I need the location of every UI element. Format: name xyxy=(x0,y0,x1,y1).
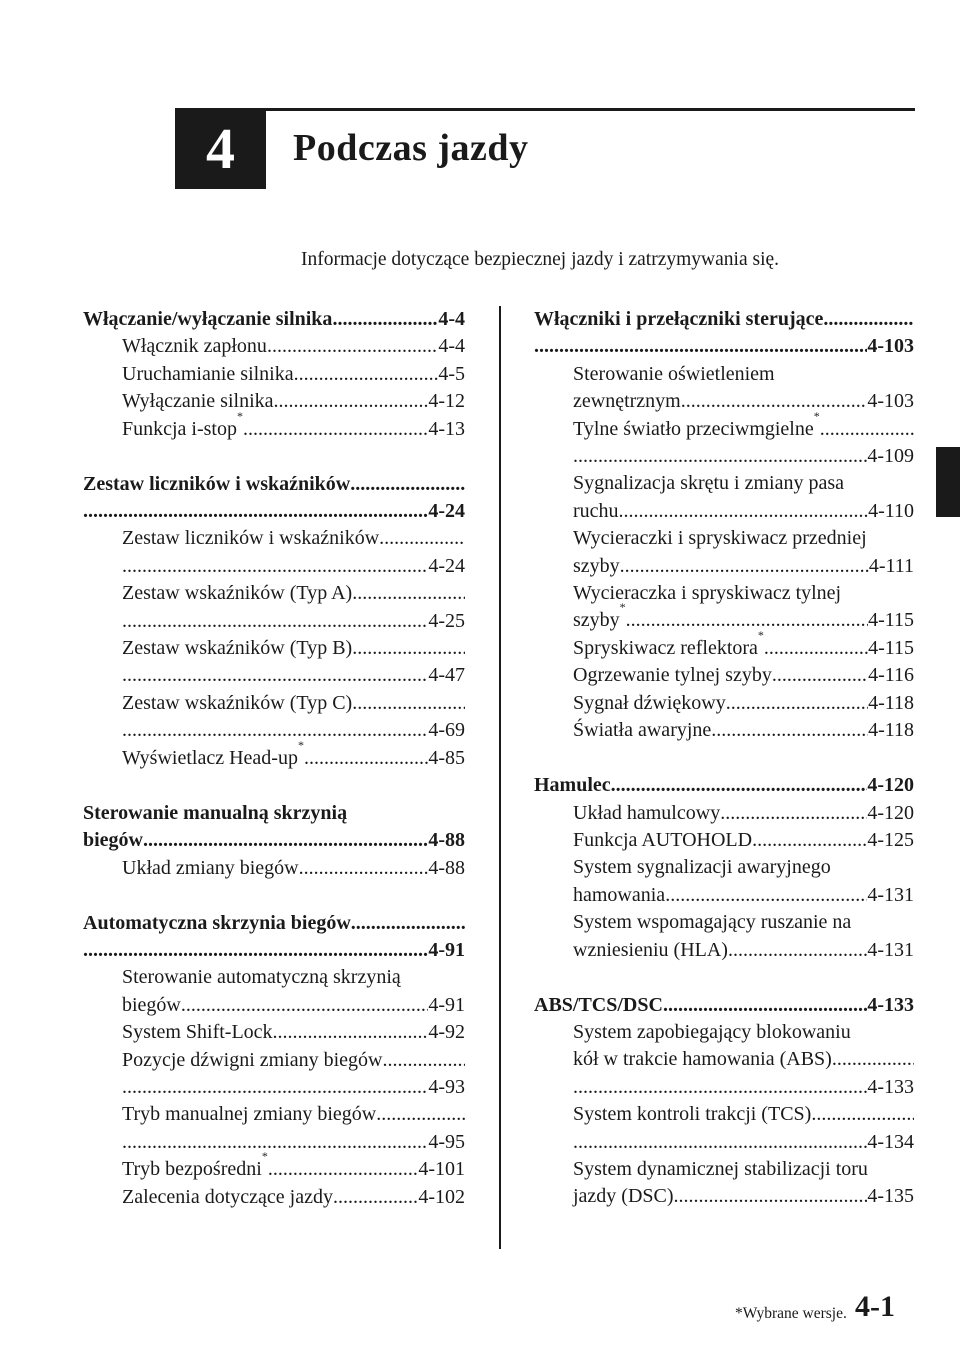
footnote-star: * xyxy=(619,600,626,615)
page-ref: 4-5 xyxy=(438,362,465,385)
page-ref: 4-88 xyxy=(428,829,465,852)
leader-dots xyxy=(267,333,438,360)
heading-text: Włączniki i przełączniki sterujące xyxy=(534,308,824,330)
leader-dots xyxy=(273,1019,429,1046)
toc-entry-row xyxy=(122,580,465,607)
leader-dots xyxy=(274,388,429,415)
heading-text: Włączanie/wyłączanie silnika xyxy=(83,308,333,330)
entry-text-line: System zapobiegający blokowaniu xyxy=(573,1020,851,1043)
toc-entry[interactable] xyxy=(83,690,465,745)
leader-dots xyxy=(711,717,868,744)
entry-text: Ogrzewanie tylnej szyby xyxy=(573,664,772,687)
toc-entry[interactable] xyxy=(534,800,914,827)
leader-dots xyxy=(143,827,428,854)
toc-left-column xyxy=(83,306,465,1239)
entry-text: Funkcja i-stop xyxy=(122,417,237,440)
toc-entry[interactable] xyxy=(534,361,914,416)
toc-entry-row xyxy=(573,1101,914,1128)
leader-dots xyxy=(299,855,429,882)
heading-text: Zestaw liczników i wskaźników xyxy=(83,472,351,495)
leader-dots xyxy=(823,306,914,333)
entry-text: Tryb manualnej zmiany biegów xyxy=(122,1103,377,1126)
page-ref: 4-135 xyxy=(867,1185,914,1208)
toc-entry[interactable] xyxy=(534,525,914,580)
leader-dots xyxy=(268,1156,419,1183)
entry-text: Uruchamianie silnika xyxy=(122,362,294,385)
page-ref: 4-110 xyxy=(868,499,914,522)
leader-dots xyxy=(376,1101,465,1128)
entry-text: Wyświetlacz Head-up xyxy=(122,746,298,769)
entry-text: System kontroli trakcji (TCS) xyxy=(573,1103,812,1126)
toc-section xyxy=(83,306,465,443)
toc-entry[interactable] xyxy=(83,635,465,690)
entry-text: ruchu xyxy=(573,499,619,522)
toc-entry[interactable] xyxy=(534,470,914,525)
entry-text-line: Sterowanie automatyczną skrzynią xyxy=(122,966,401,989)
toc-entry-row xyxy=(122,1101,465,1128)
entry-text: Spryskiwacz reflektora xyxy=(573,636,758,659)
toc-entry[interactable] xyxy=(83,580,465,635)
toc-entry[interactable] xyxy=(534,662,914,689)
toc-entry-page-row xyxy=(122,1074,465,1101)
leader-dots xyxy=(379,525,465,552)
toc-entry-row xyxy=(573,827,914,854)
toc-section xyxy=(534,772,914,964)
toc-entry[interactable] xyxy=(83,1019,465,1046)
toc-entry-row xyxy=(573,627,914,662)
toc-entry-row xyxy=(573,690,914,717)
toc-entry-row xyxy=(573,408,914,443)
entry-text: hamowania xyxy=(573,883,666,906)
leader-dots xyxy=(663,992,867,1019)
entry-text: zewnętrznym xyxy=(573,390,681,413)
leader-dots xyxy=(333,1184,418,1211)
toc-entry-row xyxy=(122,1184,465,1211)
entry-text-line: System wspomagający ruszanie na xyxy=(573,911,852,934)
toc-entry-row xyxy=(122,855,465,882)
page-ref: 4-12 xyxy=(428,390,465,413)
leader-dots xyxy=(726,690,868,717)
entry-text: Wyłączanie silnika xyxy=(122,390,274,413)
toc-entry-page-row xyxy=(122,608,465,635)
page-ref: 4-111 xyxy=(868,554,914,577)
section-heading-page xyxy=(534,333,914,360)
toc-entry[interactable] xyxy=(83,333,465,360)
heading-text: ABS/TCS/DSC xyxy=(534,993,663,1016)
page-ref: 4-131 xyxy=(867,883,914,906)
page-ref: 4-88 xyxy=(428,856,465,879)
entry-text: Zestaw wskaźników (Typ C) xyxy=(122,691,353,714)
section-heading[interactable] xyxy=(534,992,914,1019)
leader-dots xyxy=(764,635,868,662)
toc-entry[interactable] xyxy=(83,964,465,1019)
toc-entry[interactable] xyxy=(534,1101,914,1156)
toc-section xyxy=(534,992,914,1211)
toc-entry-row xyxy=(122,635,465,662)
chapter-side-tab xyxy=(936,447,960,517)
page-ref: 4-91 xyxy=(428,938,465,961)
toc-entry-row xyxy=(122,737,465,772)
leader-dots xyxy=(573,443,867,470)
leader-dots xyxy=(352,690,465,717)
toc-entry[interactable] xyxy=(83,361,465,388)
toc-entry-row xyxy=(122,361,465,388)
leader-dots xyxy=(665,882,867,909)
toc-entry[interactable] xyxy=(534,627,914,662)
toc-entry[interactable] xyxy=(534,690,914,717)
toc-entry[interactable] xyxy=(83,388,465,415)
entry-text: Układ zmiany biegów xyxy=(122,856,299,879)
page-ref: 4-102 xyxy=(418,1185,465,1208)
toc-section xyxy=(83,471,465,772)
page-ref: 4-95 xyxy=(428,1130,465,1153)
toc-entry-row xyxy=(573,937,914,964)
toc-entry-row xyxy=(122,1047,465,1074)
toc-entry[interactable] xyxy=(83,1101,465,1156)
entry-text: Tryb bezpośredni xyxy=(122,1158,262,1181)
toc-entry-page-row xyxy=(122,717,465,744)
toc-entry-row xyxy=(573,600,914,634)
toc-entry[interactable] xyxy=(83,1149,465,1183)
heading-text: biegów xyxy=(83,829,143,852)
leader-dots xyxy=(181,992,428,1019)
toc-entry[interactable] xyxy=(534,827,914,854)
footer-note: *Wybrane wersje. xyxy=(735,1305,847,1322)
toc-entry[interactable] xyxy=(83,855,465,882)
leader-dots xyxy=(332,306,438,333)
entry-text-line: Wycieraczka i spryskiwacz tylnej xyxy=(573,582,842,605)
entry-text: Światła awaryjne xyxy=(573,719,712,742)
toc-entry-row xyxy=(122,388,465,415)
toc-entry-row xyxy=(573,882,914,909)
footnote-star: * xyxy=(813,408,820,423)
footnote-star: * xyxy=(261,1149,268,1164)
page-ref: 4-69 xyxy=(428,719,465,742)
page-ref: 4-125 xyxy=(867,828,914,851)
toc-entry[interactable] xyxy=(534,909,914,964)
toc-entry-row xyxy=(122,408,465,443)
toc-entry-row xyxy=(573,662,914,689)
entry-text: Funkcja AUTOHOLD xyxy=(573,828,753,851)
leader-dots xyxy=(352,635,465,662)
leader-dots xyxy=(122,1129,428,1156)
page-ref: 4-109 xyxy=(867,445,914,468)
entry-text: Zestaw wskaźników (Typ A) xyxy=(122,582,353,605)
page-ref: 4-120 xyxy=(867,774,914,797)
footnote-star: * xyxy=(237,408,243,423)
toc-entry-page-row xyxy=(122,553,465,580)
toc-entry[interactable] xyxy=(534,580,914,635)
leader-dots xyxy=(294,361,439,388)
leader-dots xyxy=(534,333,867,360)
page-ref: 4-24 xyxy=(428,500,465,523)
entry-text-line: System dynamicznej stabilizacji toru xyxy=(573,1157,868,1180)
page-ref: 4-103 xyxy=(867,335,914,358)
toc-entry[interactable] xyxy=(83,525,465,580)
toc-entry-row xyxy=(122,690,465,717)
leader-dots xyxy=(122,717,428,744)
toc-entry-row xyxy=(122,333,465,360)
leader-dots xyxy=(619,498,869,525)
page-ref: 4-134 xyxy=(867,1130,914,1153)
toc-entry-page-row xyxy=(122,662,465,689)
footnote-star: * xyxy=(757,627,764,642)
toc-right-column xyxy=(534,306,914,1238)
section-heading[interactable] xyxy=(534,306,914,333)
section-heading[interactable] xyxy=(83,306,465,333)
section-heading-line: Sterowanie manualną skrzynią xyxy=(83,801,348,824)
toc-entry[interactable] xyxy=(83,1047,465,1102)
toc-entry[interactable] xyxy=(534,717,914,744)
section-heading[interactable] xyxy=(83,471,465,498)
page-ref: 4-133 xyxy=(867,1075,914,1098)
page-ref: 4-131 xyxy=(867,938,914,961)
entry-text: Zestaw liczników i wskaźników xyxy=(122,527,380,550)
toc-entry[interactable] xyxy=(83,408,465,443)
page-ref: 4-85 xyxy=(428,746,465,769)
entry-text-line: Wycieraczki i spryskiwacz przedniej xyxy=(573,527,867,550)
leader-dots xyxy=(681,388,868,415)
section-heading-page xyxy=(83,498,465,525)
toc-entry-row xyxy=(573,498,914,525)
page-ref: 4-24 xyxy=(428,554,465,577)
toc-entry-page-row xyxy=(122,1129,465,1156)
entry-text: kół w trakcie hamowania (ABS) xyxy=(573,1048,832,1071)
footnote-star: * xyxy=(297,737,304,752)
toc-entry-row xyxy=(122,1149,465,1183)
toc-entry-row xyxy=(573,1046,914,1073)
toc-entry[interactable] xyxy=(534,854,914,909)
toc-section xyxy=(534,306,914,745)
toc-section xyxy=(83,800,465,882)
column-divider xyxy=(499,306,501,1249)
entry-text: Zalecenia dotyczące jazdy xyxy=(122,1185,333,1208)
page-ref: 4-92 xyxy=(428,1021,465,1044)
entry-text: szyby xyxy=(573,554,620,577)
toc-entry-row xyxy=(122,992,465,1019)
leader-dots xyxy=(820,416,914,443)
leader-dots xyxy=(383,1047,466,1074)
entry-text: Zestaw wskaźników (Typ B) xyxy=(122,637,353,660)
section-heading-page xyxy=(83,937,465,964)
leader-dots xyxy=(772,662,868,689)
entry-text: Tylne światło przeciwmgielne xyxy=(573,417,814,440)
toc-entry[interactable] xyxy=(534,408,914,471)
page-ref: 4-133 xyxy=(867,993,914,1016)
page-ref: 4-120 xyxy=(867,801,914,824)
entry-text: Włącznik zapłonu xyxy=(122,335,267,358)
leader-dots xyxy=(122,1074,428,1101)
toc-entry-row xyxy=(122,525,465,552)
page-ref: 4-118 xyxy=(868,719,914,742)
toc-entry-page-row xyxy=(573,443,914,470)
toc-entry-row xyxy=(573,1183,914,1210)
entry-text: Sygnał dźwiękowy xyxy=(573,691,726,714)
toc-entry-page-row xyxy=(573,1129,914,1156)
leader-dots xyxy=(122,608,428,635)
leader-dots xyxy=(350,471,465,498)
leader-dots xyxy=(720,800,867,827)
chapter-number-box: 4 xyxy=(175,108,266,189)
page-ref: 4-25 xyxy=(428,609,465,632)
chapter-intro: Informacje dotyczące bezpiecznej jazdy i zatrzymywania się. xyxy=(300,249,780,270)
header-rule xyxy=(175,108,915,111)
leader-dots xyxy=(83,937,428,964)
toc-entry[interactable] xyxy=(83,1184,465,1211)
toc-entry-row xyxy=(122,1019,465,1046)
page-ref: 4-93 xyxy=(428,1075,465,1098)
leader-dots xyxy=(573,1129,867,1156)
entry-text-line: Sygnalizacja skrętu i zmiany pasa xyxy=(573,472,845,495)
page-ref: 4-101 xyxy=(418,1158,465,1181)
toc-entry-row xyxy=(573,717,914,744)
leader-dots xyxy=(352,580,465,607)
page-ref: 4-115 xyxy=(868,609,914,632)
section-heading[interactable] xyxy=(83,910,465,937)
toc-entry-page-row xyxy=(573,1074,914,1101)
leader-dots xyxy=(620,553,869,580)
leader-dots xyxy=(832,1046,914,1073)
leader-dots xyxy=(611,772,868,799)
page-ref: 4-47 xyxy=(428,664,465,687)
leader-dots xyxy=(626,607,868,634)
leader-dots xyxy=(243,416,428,443)
leader-dots xyxy=(811,1101,914,1128)
entry-text: wzniesieniu (HLA) xyxy=(573,938,728,961)
page-number: 4-1 xyxy=(855,1290,895,1323)
entry-text: Pozycje dźwigni zmiany biegów xyxy=(122,1048,383,1071)
leader-dots xyxy=(351,910,465,937)
page-ref: 4-116 xyxy=(868,664,914,687)
page-ref: 4-103 xyxy=(867,390,914,413)
toc-entry-row xyxy=(573,553,914,580)
entry-text: szyby xyxy=(573,609,620,632)
heading-text: Automatyczna skrzynia biegów xyxy=(83,911,351,934)
toc-entry[interactable] xyxy=(83,737,465,772)
chapter-title: Podczas jazdy xyxy=(293,127,529,169)
toc-entry-row xyxy=(573,800,914,827)
toc-entry-row xyxy=(573,388,914,415)
entry-text: Układ hamulcowy xyxy=(573,801,721,824)
leader-dots xyxy=(728,937,867,964)
toc-section xyxy=(83,910,465,1211)
entry-text-line: System sygnalizacji awaryjnego xyxy=(573,856,831,879)
leader-dots xyxy=(122,662,428,689)
leader-dots xyxy=(122,553,428,580)
page-ref: 4-91 xyxy=(428,993,465,1016)
entry-text-line: Sterowanie oświetleniem xyxy=(573,362,775,385)
page-ref: 4-118 xyxy=(868,691,914,714)
heading-text: Hamulec xyxy=(534,774,611,797)
entry-text: biegów xyxy=(122,993,181,1016)
leader-dots xyxy=(752,827,867,854)
toc-entry[interactable] xyxy=(534,1156,914,1211)
leader-dots xyxy=(573,1074,867,1101)
entry-text: System Shift-Lock xyxy=(122,1021,273,1044)
page-ref: 4-115 xyxy=(868,636,914,659)
leader-dots xyxy=(304,745,428,772)
leader-dots xyxy=(83,498,428,525)
page-ref: 4-4 xyxy=(438,308,465,330)
section-heading[interactable] xyxy=(534,772,914,799)
leader-dots xyxy=(674,1183,868,1210)
page-ref: 4-4 xyxy=(438,335,465,358)
section-heading[interactable] xyxy=(83,827,465,854)
toc-entry[interactable] xyxy=(534,1019,914,1101)
entry-text: jazdy (DSC) xyxy=(573,1185,674,1208)
page-ref: 4-13 xyxy=(428,417,465,440)
